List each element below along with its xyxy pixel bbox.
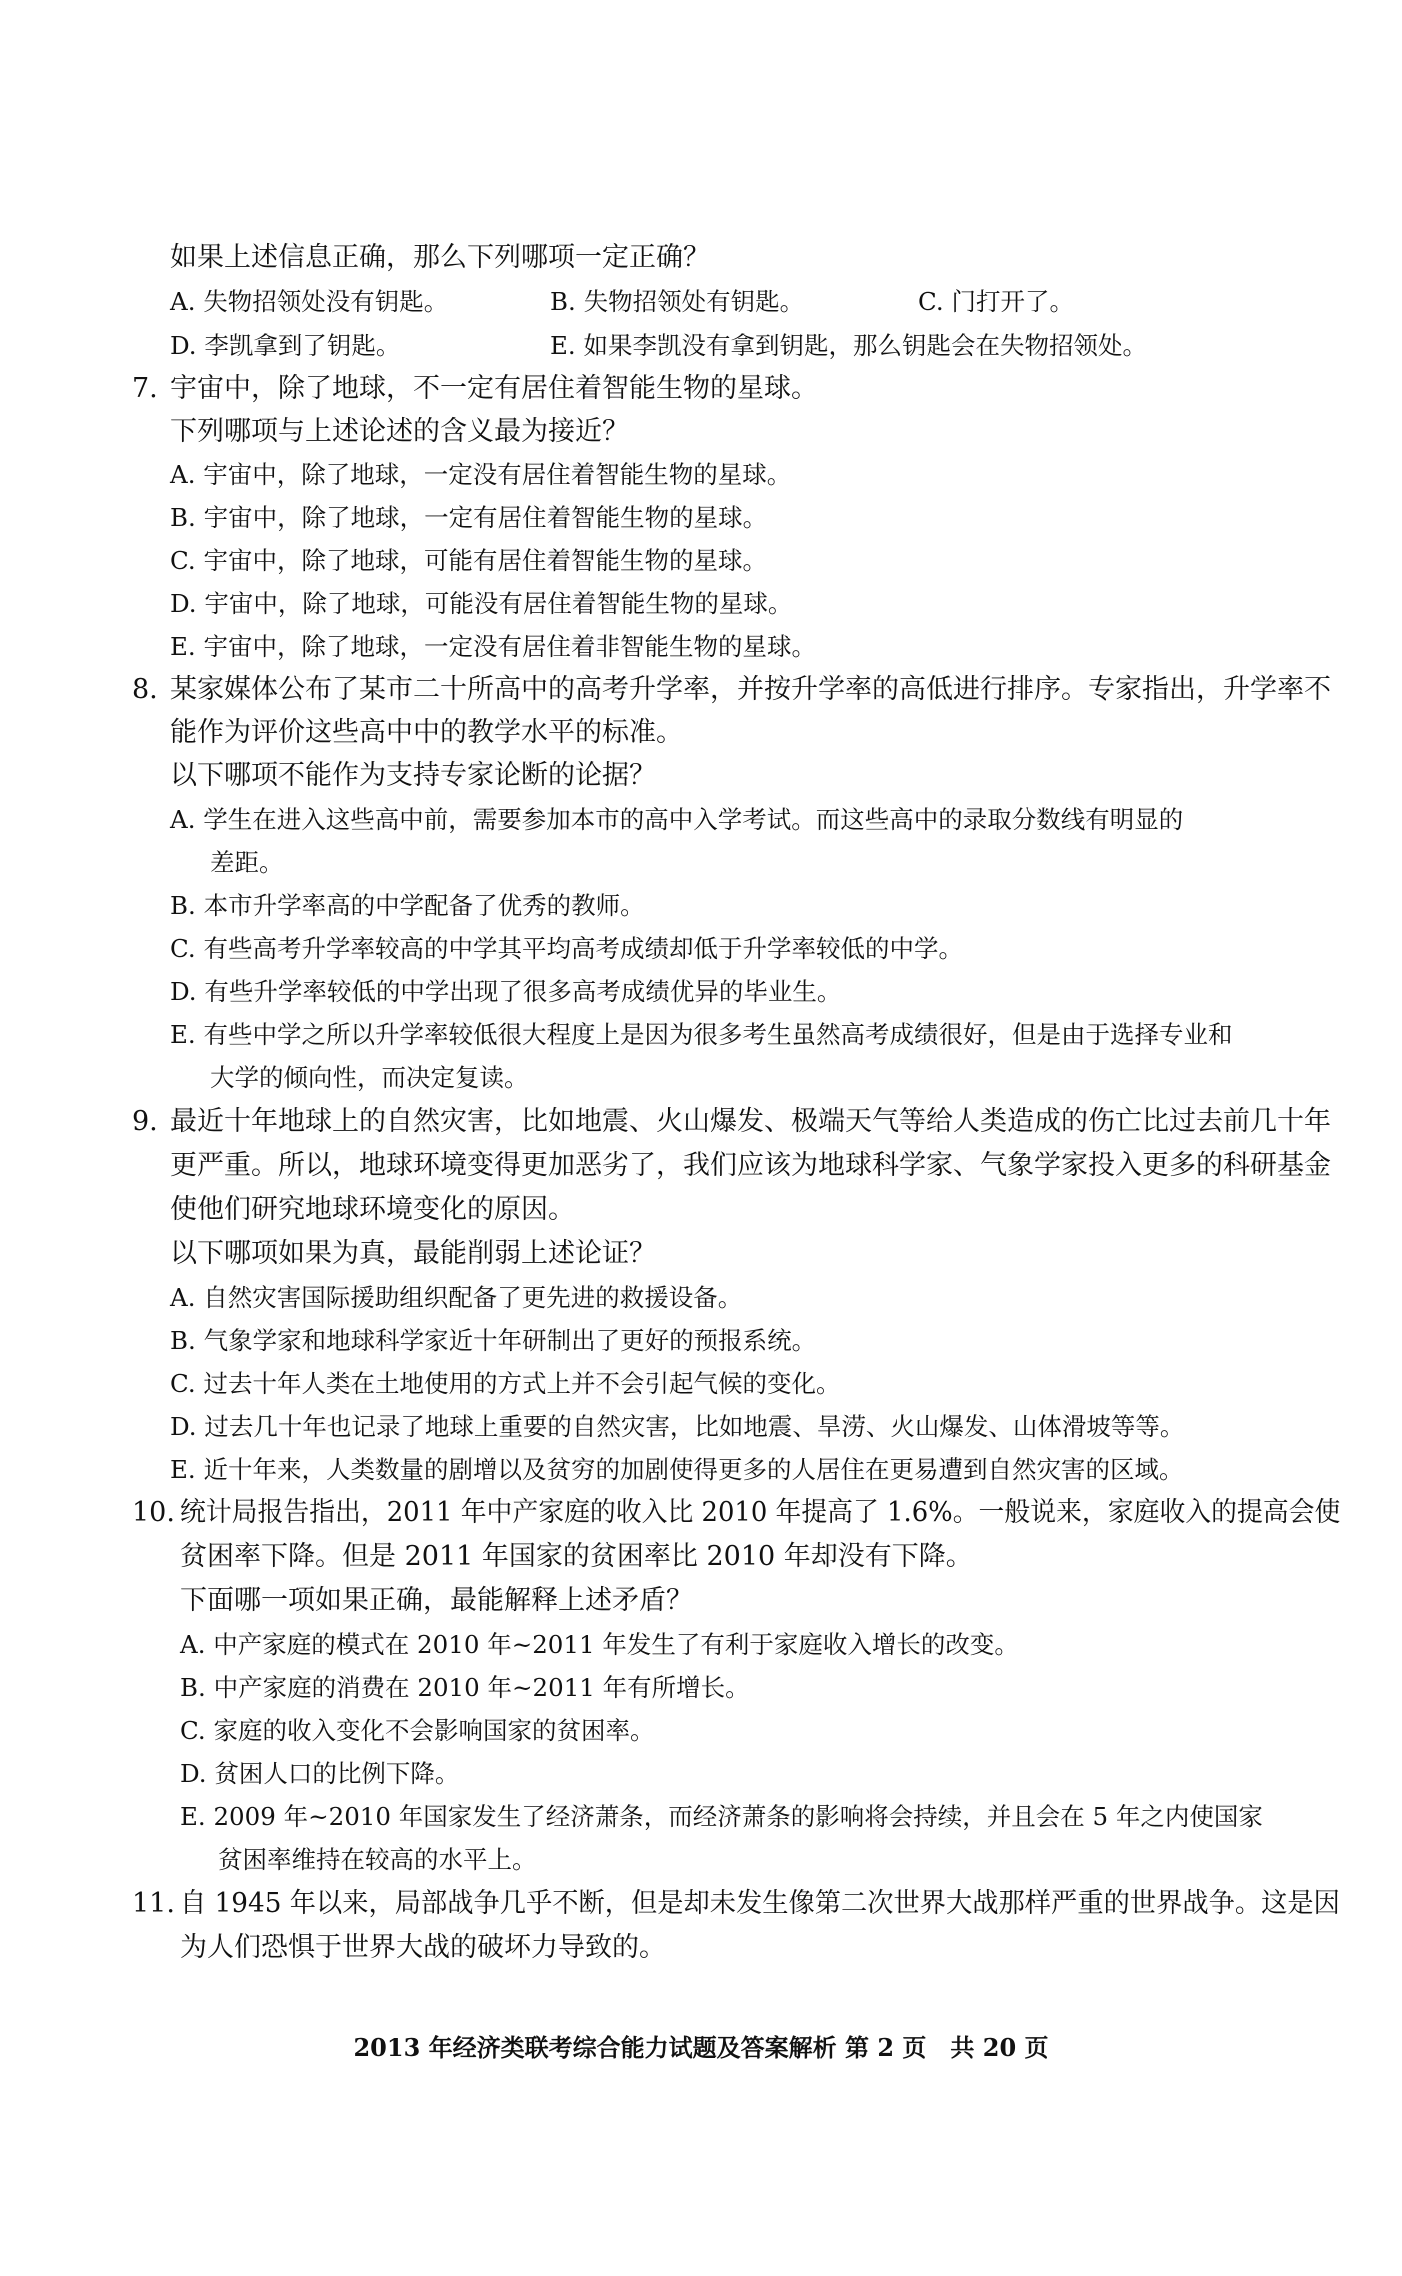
q10-stem-line1: 统计局报告指出，2011 年中产家庭的收入比 2010 年提高了 1.6%。一般说来，家庭收入的提高会使 [180,1497,1341,1528]
q9-stem-line3: 使他们研究地球环境变化的原因。 [170,1194,575,1225]
q8-option-e-line1: E. 有些中学之所以升学率较低很大程度上是因为很多考生虽然高考成绩很好，但是由于选择专业和 [170,1020,1233,1049]
q9-stem-line1: 最近十年地球上的自然灾害，比如地震、火山爆发、极端天气等给人类造成的伤亡比过去前几十年 [170,1106,1331,1137]
q7-option-c: C. 宇宙中，除了地球，可能有居住着智能生物的星球。 [170,546,767,575]
q8-question: 以下哪项不能作为支持专家论断的论据？ [170,760,656,791]
q10-question: 下面哪一项如果正确，最能解释上述矛盾？ [180,1585,693,1616]
q8-option-a-line2: 差距。 [210,848,284,877]
page-footer: 2013 年经济类联考综合能力试题及答案解析 第 2 页 共 20 页 [353,2033,1049,2062]
q10-option-b: B. 中产家庭的消费在 2010 年~2011 年有所增长。 [180,1673,750,1702]
q10-option-a: A. 中产家庭的模式在 2010 年~2011 年发生了有利于家庭收入增长的改变。 [180,1630,1019,1659]
q8-option-b: B. 本市升学率高的中学配备了优秀的教师。 [170,891,645,920]
q8-number: 8. [132,674,158,705]
q9-number: 9. [132,1106,158,1137]
q10-option-c: C. 家庭的收入变化不会影响国家的贫困率。 [180,1716,655,1745]
q6-option-e: E. 如果李凯没有拿到钥匙，那么钥匙会在失物招领处。 [550,331,1147,360]
q6-option-c: C. 门打开了。 [918,287,1074,316]
q9-question: 以下哪项如果为真，最能削弱上述论证？ [170,1238,656,1269]
q8-option-c: C. 有些高考升学率较高的中学其平均高考成绩却低于升学率较低的中学。 [170,934,963,963]
q7-option-e: E. 宇宙中，除了地球，一定没有居住着非智能生物的星球。 [170,632,816,661]
q8-stem-line1: 某家媒体公布了某市二十所高中的高考升学率，并按升学率的高低进行排序。专家指出，升学率不 [170,674,1331,705]
q9-option-b: B. 气象学家和地球科学家近十年研制出了更好的预报系统。 [170,1326,817,1355]
q11-stem-line2: 为人们恐惧于世界大战的破坏力导致的。 [180,1932,666,1963]
q9-option-e: E. 近十年来，人类数量的剧增以及贫穷的加剧使得更多的人居住在更易遭到自然灾害的区域。 [170,1455,1184,1484]
q7-question: 下列哪项与上述论述的含义最为接近？ [170,416,629,447]
q7-option-a: A. 宇宙中，除了地球，一定没有居住着智能生物的星球。 [170,460,792,489]
q11-number: 11. [132,1888,175,1919]
q7-option-d: D. 宇宙中，除了地球，可能没有居住着智能生物的星球。 [170,589,793,618]
q7-option-b: B. 宇宙中，除了地球，一定有居住着智能生物的星球。 [170,503,768,532]
q6-question: 如果上述信息正确，那么下列哪项一定正确？ [170,242,710,273]
q9-option-a: A. 自然灾害国际援助组织配备了更先进的救援设备。 [170,1283,743,1312]
q10-stem-line2: 贫困率下降。但是 2011 年国家的贫困率比 2010 年却没有下降。 [180,1541,973,1572]
q7-number: 7. [132,373,158,404]
q10-option-e-line2: 贫困率维持在较高的水平上。 [218,1845,537,1874]
q10-option-e-line1: E. 2009 年~2010 年国家发生了经济萧条，而经济萧条的影响将会持续，并且会在 5 年之内使国家 [180,1802,1263,1831]
q8-option-a-line1: A. 学生在进入这些高中前，需要参加本市的高中入学考试。而这些高中的录取分数线有明显的 [170,805,1184,834]
q9-option-c: C. 过去十年人类在土地使用的方式上并不会引起气候的变化。 [170,1369,841,1398]
q8-option-d: D. 有些升学率较低的中学出现了很多高考成绩优异的毕业生。 [170,977,842,1006]
q9-option-d: D. 过去几十年也记录了地球上重要的自然灾害，比如地震、旱涝、火山爆发、山体滑坡等等。 [170,1412,1185,1441]
q8-stem-line2: 能作为评价这些高中中的教学水平的标准。 [170,717,683,748]
q7-stem: 宇宙中，除了地球，不一定有居住着智能生物的星球。 [170,373,818,404]
q6-option-d: D. 李凯拿到了钥匙。 [170,331,401,360]
q10-option-d: D. 贫困人口的比例下降。 [180,1759,460,1788]
q11-stem-line1: 自 1945 年以来，局部战争几乎不断，但是却未发生像第二次世界大战那样严重的世界战争。这是因 [180,1888,1340,1919]
q6-option-a: A. 失物招领处没有钥匙。 [170,287,449,316]
q6-option-b: B. 失物招领处有钥匙。 [550,287,805,316]
q10-number: 10. [132,1497,175,1528]
q8-option-e-line2: 大学的倾向性，而决定复读。 [210,1063,529,1092]
q9-stem-line2: 更严重。所以，地球环境变得更加恶劣了，我们应该为地球科学家、气象学家投入更多的科研基金 [170,1150,1331,1181]
